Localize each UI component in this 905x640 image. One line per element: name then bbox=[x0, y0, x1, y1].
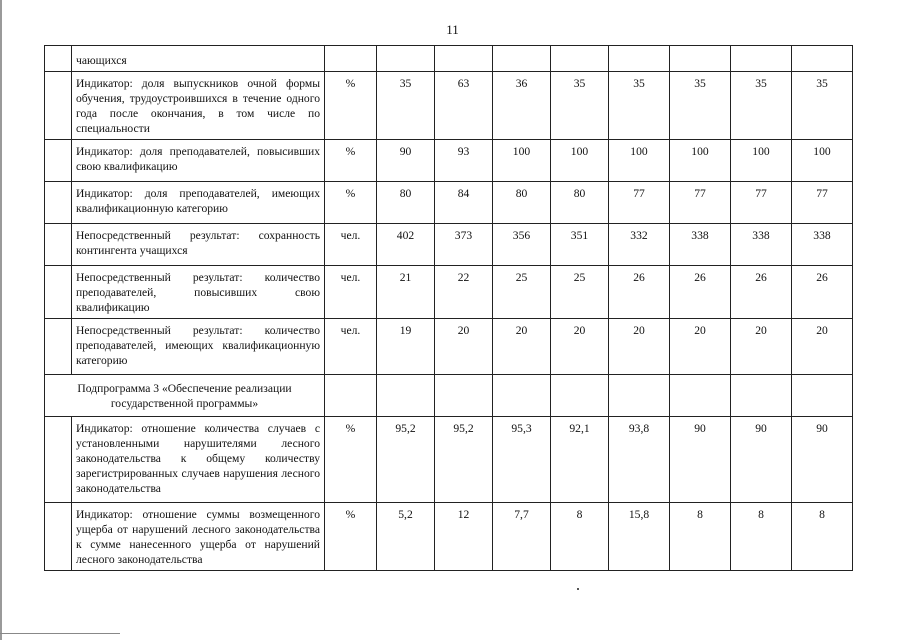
value-cell bbox=[609, 375, 670, 417]
value-cell: 8 bbox=[792, 503, 853, 571]
value-cell: 95,3 bbox=[493, 417, 551, 503]
value-cell: 90 bbox=[670, 417, 731, 503]
value-cell: 7,7 bbox=[493, 503, 551, 571]
scan-speck bbox=[577, 588, 579, 590]
value-cell: 95,2 bbox=[377, 417, 435, 503]
value-cell: 35 bbox=[731, 72, 792, 140]
value-cell: 80 bbox=[377, 182, 435, 224]
value-cell: 77 bbox=[670, 182, 731, 224]
table-row bbox=[45, 72, 853, 140]
value-cell bbox=[493, 46, 551, 72]
value-cell bbox=[731, 46, 792, 72]
table-row bbox=[45, 417, 853, 503]
value-cell bbox=[609, 46, 670, 72]
table-row bbox=[45, 319, 853, 375]
value-cell: 93,8 bbox=[609, 417, 670, 503]
unit-cell: % bbox=[325, 182, 377, 224]
value-cell bbox=[435, 375, 493, 417]
value-cell: 20 bbox=[493, 319, 551, 375]
value-cell: 22 bbox=[435, 266, 493, 319]
value-cell: 95,2 bbox=[435, 417, 493, 503]
row-index-cell bbox=[45, 224, 72, 266]
value-cell: 19 bbox=[377, 319, 435, 375]
value-cell: 25 bbox=[551, 266, 609, 319]
value-cell: 90 bbox=[792, 417, 853, 503]
unit-cell: % bbox=[325, 72, 377, 140]
value-cell: 26 bbox=[609, 266, 670, 319]
value-cell: 402 bbox=[377, 224, 435, 266]
value-cell: 26 bbox=[792, 266, 853, 319]
indicator-description: Индикатор: отношение суммы возмещенного ущерба от нарушений лесного законодательства к сумме нанесенного ущерба от нарушений лесного законодательства bbox=[72, 503, 325, 571]
value-cell: 5,2 bbox=[377, 503, 435, 571]
value-cell bbox=[792, 46, 853, 72]
table-row bbox=[45, 46, 853, 72]
value-cell: 8 bbox=[731, 503, 792, 571]
value-cell: 100 bbox=[609, 140, 670, 182]
unit-cell bbox=[325, 46, 377, 72]
value-cell: 373 bbox=[435, 224, 493, 266]
page-number: 11 bbox=[446, 22, 459, 37]
row-index-cell bbox=[45, 46, 72, 72]
indicator-description: Индикатор: доля преподавателей, повысивших свою квалификацию bbox=[72, 140, 325, 182]
indicator-description: Непосредственный результат: количество преподавателей, имеющих квалификационную категорию bbox=[72, 319, 325, 375]
value-cell: 35 bbox=[792, 72, 853, 140]
indicators-table bbox=[44, 45, 853, 571]
value-cell: 12 bbox=[435, 503, 493, 571]
row-index-cell bbox=[45, 503, 72, 571]
value-cell: 21 bbox=[377, 266, 435, 319]
value-cell: 35 bbox=[551, 72, 609, 140]
value-cell bbox=[435, 46, 493, 72]
value-cell: 8 bbox=[670, 503, 731, 571]
indicator-description: чающихся bbox=[72, 46, 325, 72]
value-cell: 80 bbox=[493, 182, 551, 224]
indicator-description: Индикатор: доля преподавателей, имеющих квалификационную категорию bbox=[72, 182, 325, 224]
value-cell: 80 bbox=[551, 182, 609, 224]
table-row bbox=[45, 503, 853, 571]
value-cell: 100 bbox=[792, 140, 853, 182]
value-cell: 25 bbox=[493, 266, 551, 319]
value-cell: 36 bbox=[493, 72, 551, 140]
value-cell: 92,1 bbox=[551, 417, 609, 503]
value-cell bbox=[670, 46, 731, 72]
value-cell: 356 bbox=[493, 224, 551, 266]
value-cell: 100 bbox=[493, 140, 551, 182]
subprogram-title: Подпрограмма 3 «Обеспечение реализации государственной программы» bbox=[45, 375, 325, 417]
value-cell: 84 bbox=[435, 182, 493, 224]
value-cell: 332 bbox=[609, 224, 670, 266]
value-cell: 35 bbox=[609, 72, 670, 140]
value-cell: 35 bbox=[377, 72, 435, 140]
table-row bbox=[45, 224, 853, 266]
value-cell: 77 bbox=[609, 182, 670, 224]
table-row bbox=[45, 266, 853, 319]
value-cell: 20 bbox=[435, 319, 493, 375]
unit-cell: % bbox=[325, 503, 377, 571]
value-cell: 93 bbox=[435, 140, 493, 182]
value-cell bbox=[731, 375, 792, 417]
value-cell: 77 bbox=[731, 182, 792, 224]
row-index-cell bbox=[45, 266, 72, 319]
unit-cell: % bbox=[325, 417, 377, 503]
row-index-cell bbox=[45, 417, 72, 503]
value-cell: 351 bbox=[551, 224, 609, 266]
indicator-description: Непосредственный результат: сохранность контингента учащихся bbox=[72, 224, 325, 266]
value-cell: 26 bbox=[731, 266, 792, 319]
unit-cell: чел. bbox=[325, 224, 377, 266]
value-cell: 90 bbox=[731, 417, 792, 503]
table-row bbox=[45, 182, 853, 224]
value-cell: 35 bbox=[670, 72, 731, 140]
row-index-cell bbox=[45, 72, 72, 140]
scan-line bbox=[0, 633, 120, 634]
unit-cell: чел. bbox=[325, 266, 377, 319]
value-cell: 90 bbox=[377, 140, 435, 182]
value-cell: 100 bbox=[670, 140, 731, 182]
value-cell bbox=[792, 375, 853, 417]
value-cell: 77 bbox=[792, 182, 853, 224]
value-cell: 20 bbox=[551, 319, 609, 375]
value-cell: 338 bbox=[670, 224, 731, 266]
row-index-cell bbox=[45, 182, 72, 224]
unit-cell: % bbox=[325, 140, 377, 182]
indicator-description: Индикатор: доля выпускников очной формы обучения, трудоустроившихся в течение одного года после окончания, в том числе по специальности bbox=[72, 72, 325, 140]
value-cell: 338 bbox=[731, 224, 792, 266]
value-cell bbox=[551, 375, 609, 417]
row-index-cell bbox=[45, 319, 72, 375]
value-cell: 63 bbox=[435, 72, 493, 140]
value-cell bbox=[377, 46, 435, 72]
indicator-description: Индикатор: отношение количества случаев с установленными нарушителями лесного законодательства к общему количеству зарегистрированных случаев нарушения лесного законодательства bbox=[72, 417, 325, 503]
table-row bbox=[45, 140, 853, 182]
value-cell: 15,8 bbox=[609, 503, 670, 571]
value-cell: 100 bbox=[731, 140, 792, 182]
value-cell: 338 bbox=[792, 224, 853, 266]
scan-edge bbox=[0, 0, 2, 640]
unit-cell bbox=[325, 375, 377, 417]
unit-cell: чел. bbox=[325, 319, 377, 375]
row-index-cell bbox=[45, 140, 72, 182]
value-cell bbox=[493, 375, 551, 417]
value-cell bbox=[551, 46, 609, 72]
value-cell bbox=[670, 375, 731, 417]
indicator-description: Непосредственный результат: количество преподавателей, повысивших свою квалификацию bbox=[72, 266, 325, 319]
subprogram-row bbox=[45, 375, 853, 417]
value-cell: 100 bbox=[551, 140, 609, 182]
value-cell: 20 bbox=[670, 319, 731, 375]
value-cell bbox=[377, 375, 435, 417]
value-cell: 20 bbox=[792, 319, 853, 375]
value-cell: 20 bbox=[731, 319, 792, 375]
value-cell: 20 bbox=[609, 319, 670, 375]
value-cell: 8 bbox=[551, 503, 609, 571]
value-cell: 26 bbox=[670, 266, 731, 319]
